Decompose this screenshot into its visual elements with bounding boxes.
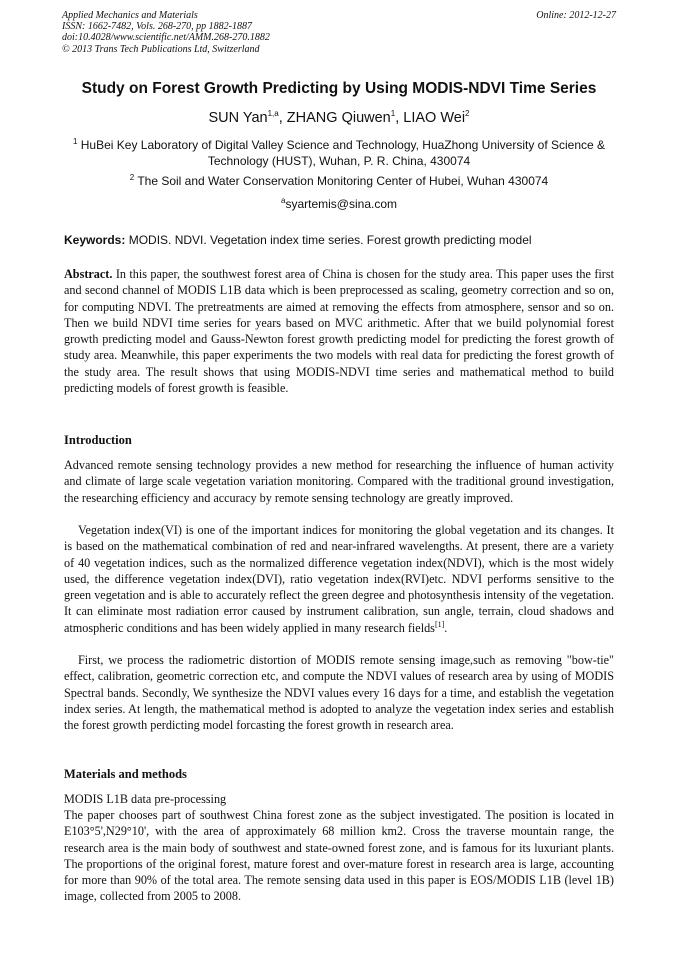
affiliation-mark: 1 xyxy=(72,137,78,146)
methods-paragraph-1: The paper chooses part of southwest China forest zone as the subject investigated. The position is located in E103°5',N29°10', with the area of approximately 68 million km2. Cross the traverse mountain range, the research area is the main body of southwest and state-owned forest zone, and is famous for its luxuriant plants. The proportions of the original forest, mature forest and over-mature forest in research area is large, accounting for more than 90% of the total area. The remote sensing data used in this paper is EOS/MODIS L1B (level 1B) image, collected from 2005 to 2008. xyxy=(64,808,614,904)
journal-header xyxy=(62,10,616,55)
doi-line: doi:10.4028/www.scientific.net/AMM.268-270.1882 xyxy=(62,32,270,44)
intro-p2-text: Vegetation index(VI) is one of the important indices for monitoring the global vegetation and its changes. It is based on the mathematical combination of red and near-infrared wavelengths. At present, there are a variety of 40 vegetation indices, such as the normalized difference vegetation index(NDVI), which is the most widely used, the difference vegetation index(DVI), ratio vegetation index(RVI)etc. NDVI performs sensitive to the green vegetation and is able to accurately reflect the green degree and photosynthesis intensity of the vegetation. It can eliminate most radiation error caused by instrument calibration, sun angle, terrain, cloud shadows and atmospheric conditions and has been widely applied in many research fields xyxy=(64,523,614,635)
affiliation-text: HuBei Key Laboratory of Digital Valley Science and Technology, HuaZhong University of Science & Technology (HUST), Wuhan, P. R. China, 430074 xyxy=(80,138,606,168)
abstract-paragraph xyxy=(64,266,614,396)
author-name: ZHANG Qiuwen xyxy=(286,110,391,126)
methods-heading: Materials and methods xyxy=(64,767,187,781)
keywords-label: Keywords: xyxy=(64,233,126,247)
affiliation-text: The Soil and Water Conservation Monitoring Center of Hubei, Wuhan 430074 xyxy=(137,174,549,188)
keywords-text: MODIS. NDVI. Vegetation index time series. Forest growth predicting model xyxy=(128,233,532,247)
author-sup: 2 xyxy=(465,109,470,119)
copyright-line: © 2013 Trans Tech Publications Ltd, Switzerland xyxy=(62,43,260,55)
intro-paragraph-1: Advanced remote sensing technology provides a new method for researching the influence of human activity and climate of large scale vegetation variation monitoring. Compared with the traditional ground investigation, the researching efficiency and accuracy by remote sensing technology are greatly improved. xyxy=(64,458,614,505)
citation-ref: [1] xyxy=(434,619,445,629)
author-list: SUN Yan$^{1,a}$, ZHANG Qiuwen$^1$, LIAO Wei$^2$ xyxy=(208,109,470,126)
journal-name: Applied Mechanics and Materials xyxy=(62,10,198,21)
affiliation-1 xyxy=(62,137,616,169)
email-address: syartemis@sina.com xyxy=(285,197,397,211)
author-name: SUN Yan xyxy=(208,110,268,126)
affiliation-2 xyxy=(62,173,616,189)
introduction-heading: Introduction xyxy=(64,433,132,447)
intro-paragraph-2 xyxy=(64,522,614,636)
intro-paragraph-3: First, we process the radiometric distortion of MODIS remote sensing image,such as removing "bow-tie" effect, calibration, geometric correction etc, and compute the NDVI values of research area by using of MODIS Spectral bands. Secondly, We synthesize the NDVI values every 16 days for a time, and establish the vegetation index series. At length, the mathematical method is adopted to analyze the vegetation index series and establish the forest growth perdicting model forcasting the forest growth in research area. xyxy=(64,653,614,733)
affiliation-mark: 2 xyxy=(129,173,135,182)
abstract-text: In this paper, the southwest forest area of China is chosen for the study area. This paper uses the first and second channel of MODIS L1B data which is been preprocessed as scaling, geometry correction and so on, for computing NDVI. The pretreatments are aimed at removing the effects from atmosphere, sensor and so on. Then we build NDVI time series for years based on MVC arithmetic. After that we build polynomial forest growth predicting model and Gauss-Newton forest growth predicting model for predicting the forest growth of study area. Meanwhile, this paper experiments the two models with real data for predicting the forest growth of the study area. The result shows that using MODIS-NDVI time series and mathematical method to build predicting models of forest growth is feasible. xyxy=(64,267,614,396)
paper-title: Study on Forest Growth Predicting by Using MODIS-NDVI Time Series xyxy=(81,80,597,97)
issn-line: ISSN: 1662-7482, Vols. 268-270, pp 1882-1887 xyxy=(62,21,252,33)
keywords-line xyxy=(64,233,616,247)
abstract-label: Abstract. xyxy=(64,267,113,281)
author-sup: 1,a xyxy=(267,109,279,119)
author-sup: 1 xyxy=(390,109,396,119)
intro-p2-end: . xyxy=(444,620,448,635)
author-email xyxy=(62,196,616,212)
methods-subheading: MODIS L1B data pre-processing xyxy=(64,792,227,806)
email-mark: a xyxy=(281,196,286,205)
author-name: LIAO Wei xyxy=(403,110,466,126)
online-date: Online: 2012-12-27 xyxy=(536,10,616,21)
